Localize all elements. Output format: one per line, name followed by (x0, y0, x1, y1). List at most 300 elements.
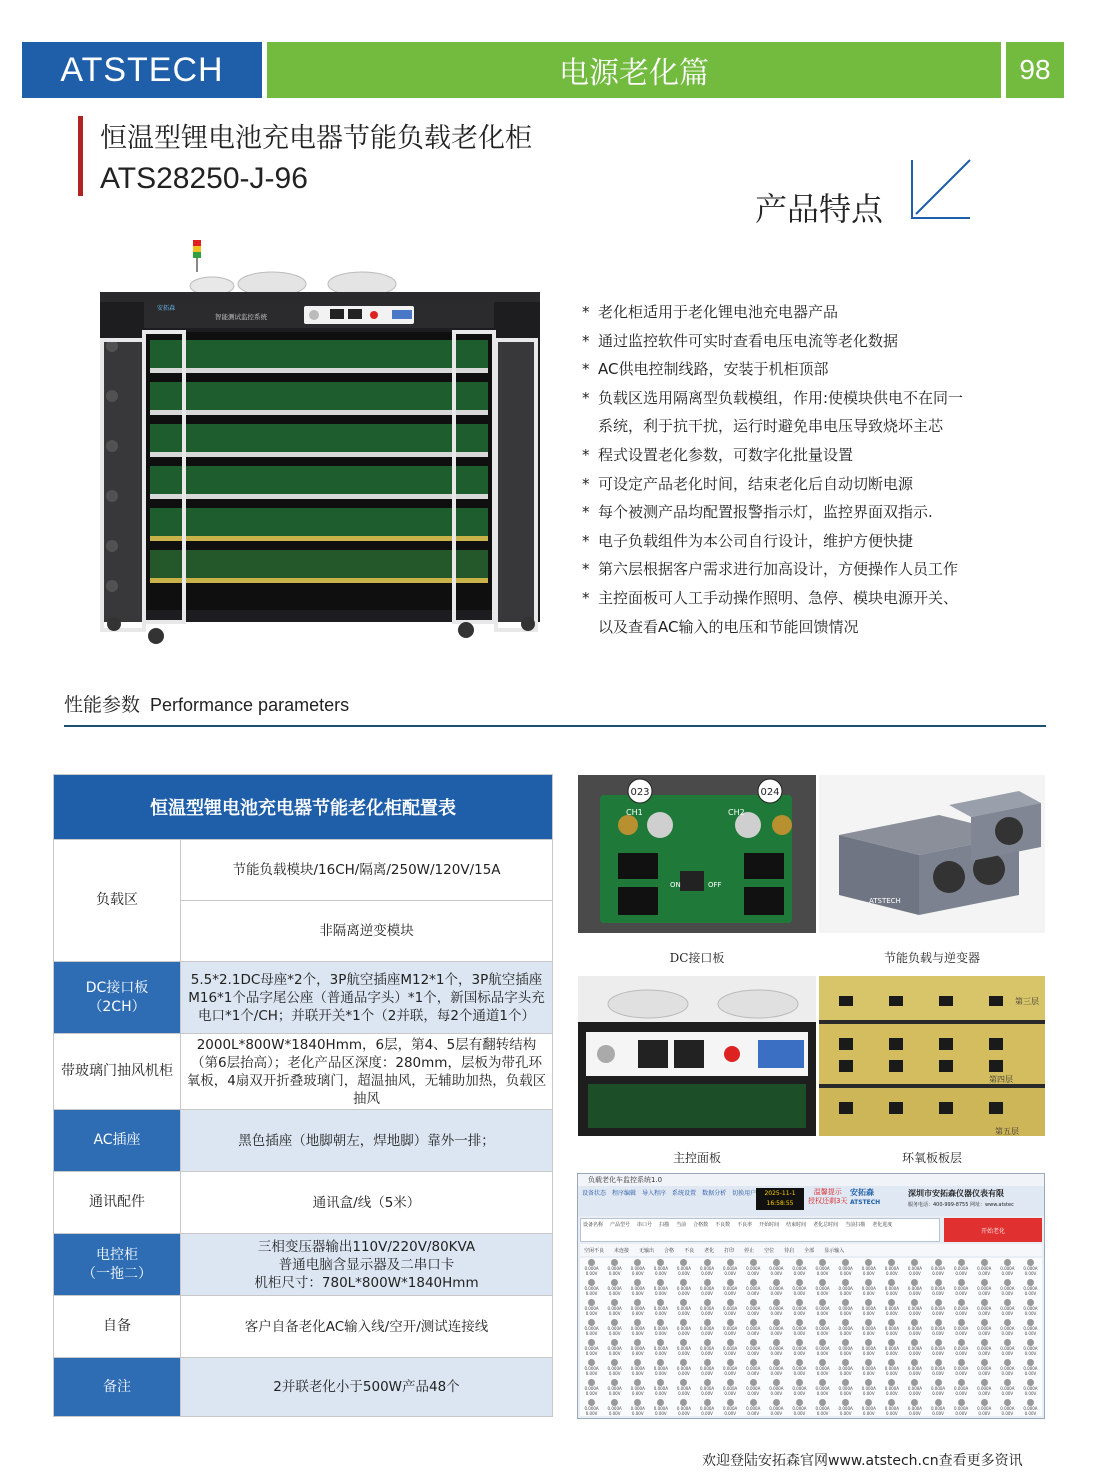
channel-cell[interactable] (765, 1398, 788, 1418)
channel-voltage: 0.00V (678, 1331, 690, 1336)
channel-voltage: 0.00V (631, 1311, 644, 1316)
channel-cell[interactable] (903, 1338, 926, 1358)
channel-cell[interactable] (950, 1398, 973, 1418)
channel-cell[interactable] (811, 1318, 834, 1338)
channel-current: 0.000A (907, 1366, 923, 1371)
channel-cell[interactable] (996, 1258, 1019, 1278)
row-value: 三相变压器输出110V/220V/80KVA 普通电脑含显示器及二串口卡 机柜尺寸：780L*800W*1840Hmm (181, 1234, 552, 1295)
channel-cell[interactable] (696, 1378, 719, 1398)
channel-cell[interactable] (950, 1378, 973, 1398)
channel-cell[interactable] (719, 1378, 742, 1398)
channel-cell[interactable] (765, 1358, 788, 1378)
row-label: 负载区 (54, 840, 181, 961)
channel-cell[interactable] (649, 1298, 672, 1318)
channel-cell[interactable] (811, 1278, 834, 1298)
channel-voltage: 0.00V (747, 1371, 760, 1376)
channel-status-icon (796, 1359, 803, 1366)
channel-cell[interactable] (973, 1358, 996, 1378)
channel-cell[interactable] (811, 1358, 834, 1378)
channel-cell[interactable] (996, 1398, 1019, 1418)
channel-voltage: 0.00V (793, 1371, 806, 1376)
channel-current: 0.000A (930, 1326, 946, 1331)
channel-current: 0.000A (746, 1386, 761, 1391)
channel-voltage: 0.00V (932, 1311, 944, 1316)
channel-voltage: 0.00V (1001, 1391, 1014, 1396)
channel-cell[interactable] (626, 1338, 649, 1358)
channel-cell[interactable] (880, 1258, 903, 1278)
channel-cell[interactable] (834, 1338, 857, 1358)
channel-current: 0.000A (792, 1326, 807, 1331)
channel-voltage: 0.00V (724, 1351, 736, 1356)
channel-cell[interactable] (973, 1298, 996, 1318)
channel-cell[interactable] (649, 1258, 672, 1278)
channel-cell[interactable] (696, 1318, 719, 1338)
channel-cell[interactable] (603, 1278, 626, 1298)
channel-voltage: 0.00V (770, 1271, 783, 1276)
channel-cell[interactable] (788, 1338, 811, 1358)
channel-cell[interactable] (834, 1318, 857, 1338)
channel-cell[interactable] (580, 1278, 603, 1298)
channel-cell[interactable] (672, 1278, 695, 1298)
channel-status-icon (680, 1339, 687, 1346)
channel-cell[interactable] (765, 1318, 788, 1338)
channel-cell[interactable] (603, 1378, 626, 1398)
channel-cell[interactable] (672, 1338, 695, 1358)
channel-voltage: 0.00V (978, 1291, 991, 1296)
channel-current: 0.000A (630, 1386, 645, 1391)
channel-cell[interactable] (788, 1258, 811, 1278)
channel-status-icon (888, 1379, 895, 1386)
channel-voltage: 0.00V (909, 1371, 921, 1376)
channel-cell[interactable] (649, 1378, 672, 1398)
channel-cell[interactable] (834, 1398, 857, 1418)
channel-current: 0.000A (861, 1286, 876, 1291)
channel-cell[interactable] (973, 1338, 996, 1358)
channel-cell[interactable] (603, 1358, 626, 1378)
channel-status-icon (657, 1319, 664, 1326)
channel-cell[interactable] (580, 1398, 603, 1418)
channel-current: 0.000A (723, 1366, 738, 1371)
channel-cell[interactable] (719, 1278, 742, 1298)
channel-status-icon (865, 1379, 872, 1386)
channel-current: 0.000A (884, 1406, 899, 1411)
channel-status-icon (704, 1359, 711, 1366)
channel-cell[interactable] (742, 1378, 765, 1398)
channel-cell[interactable] (834, 1358, 857, 1378)
channel-voltage: 0.00V (886, 1271, 898, 1276)
channel-status-icon (704, 1379, 711, 1386)
channel-cell[interactable] (788, 1298, 811, 1318)
channel-voltage: 0.00V (909, 1391, 921, 1396)
channel-current: 0.000A (884, 1286, 899, 1291)
channel-cell[interactable] (834, 1378, 857, 1398)
channel-cell[interactable] (857, 1278, 880, 1298)
channel-current: 0.000A (699, 1286, 715, 1291)
channel-voltage: 0.00V (955, 1331, 967, 1336)
channel-cell[interactable] (672, 1398, 695, 1418)
channel-status-icon (588, 1359, 595, 1366)
channel-voltage: 0.00V (770, 1391, 783, 1396)
row-value: 节能负载模块/16CH/隔离/250W/120V/15A (181, 840, 552, 901)
channel-status-icon (634, 1279, 641, 1286)
channel-cell[interactable] (996, 1358, 1019, 1378)
channel-cell[interactable] (950, 1278, 973, 1298)
channel-cell[interactable] (950, 1298, 973, 1318)
channel-cell[interactable] (996, 1298, 1019, 1318)
channel-voltage: 0.00V (978, 1411, 991, 1416)
channel-voltage: 0.00V (839, 1311, 852, 1316)
toolbar-item[interactable]: 程序编辑 (612, 1190, 637, 1197)
channel-cell[interactable] (719, 1318, 742, 1338)
channel-voltage: 0.00V (1001, 1291, 1014, 1296)
channel-cell[interactable] (927, 1398, 950, 1418)
channel-voltage: 0.00V (1001, 1371, 1014, 1376)
channel-voltage: 0.00V (932, 1291, 944, 1296)
software-logo: 安拓森 ATSTECH (850, 1188, 881, 1206)
channel-cell[interactable] (857, 1258, 880, 1278)
channel-cell[interactable] (811, 1258, 834, 1278)
channel-cell[interactable] (742, 1398, 765, 1418)
channel-status-icon (727, 1319, 734, 1326)
channel-cell[interactable] (1019, 1338, 1042, 1358)
channel-cell[interactable] (880, 1278, 903, 1298)
toolbar-item[interactable]: 设备状态 (582, 1190, 607, 1197)
channel-voltage: 0.00V (793, 1271, 806, 1276)
channel-cell[interactable] (672, 1298, 695, 1318)
channel-current: 0.000A (977, 1306, 992, 1311)
channel-cell[interactable] (857, 1378, 880, 1398)
channel-cell[interactable] (1019, 1318, 1042, 1338)
channel-cell[interactable] (765, 1378, 788, 1398)
channel-cell[interactable] (903, 1278, 926, 1298)
channel-current: 0.000A (630, 1406, 645, 1411)
channel-voltage: 0.00V (655, 1391, 667, 1396)
channel-current: 0.000A (769, 1286, 784, 1291)
channel-cell[interactable] (580, 1358, 603, 1378)
channel-current: 0.000A (676, 1366, 692, 1371)
channel-cell[interactable] (765, 1258, 788, 1278)
channel-cell[interactable] (626, 1318, 649, 1338)
channel-voltage: 0.00V (955, 1311, 967, 1316)
channel-voltage: 0.00V (886, 1411, 898, 1416)
row-label: 备注 (54, 1358, 181, 1416)
channel-cell[interactable] (857, 1398, 880, 1418)
channel-cell[interactable] (649, 1338, 672, 1358)
channel-cell[interactable] (626, 1398, 649, 1418)
channel-cell[interactable] (788, 1398, 811, 1418)
channel-cell[interactable] (765, 1338, 788, 1358)
inverter-brand: ATSTECH (869, 897, 901, 905)
channel-status-icon (1027, 1399, 1034, 1406)
cabinet-photo (92, 236, 552, 656)
channel-cell[interactable] (696, 1258, 719, 1278)
channel-current: 0.000A (699, 1326, 715, 1331)
channel-cell[interactable] (672, 1258, 695, 1278)
channel-cell[interactable] (857, 1358, 880, 1378)
window-title: 负载老化车监控系统1.0 (578, 1174, 1044, 1186)
channel-voltage: 0.00V (631, 1351, 644, 1356)
channel-cell[interactable] (1019, 1258, 1042, 1278)
channel-cell[interactable] (649, 1398, 672, 1418)
channel-cell[interactable] (649, 1318, 672, 1338)
channel-cell[interactable] (880, 1318, 903, 1338)
channel-current: 0.000A (838, 1286, 853, 1291)
channel-cell[interactable] (973, 1318, 996, 1338)
channel-cell[interactable] (719, 1258, 742, 1278)
hotline: 服务电话：400-999-8755 网址：www.atstec (908, 1202, 1014, 1208)
row-value: 2并联老化小于500W产品48个 (181, 1358, 552, 1416)
channel-status-icon (981, 1339, 988, 1346)
channel-current: 0.000A (884, 1306, 899, 1311)
channel-status-icon (704, 1259, 711, 1266)
channel-cell[interactable] (580, 1298, 603, 1318)
table-row (54, 1233, 552, 1295)
channel-current: 0.000A (1023, 1326, 1038, 1331)
channel-cell[interactable] (1019, 1358, 1042, 1378)
channel-cell[interactable] (834, 1258, 857, 1278)
channel-status-icon (958, 1359, 965, 1366)
channel-voltage: 0.00V (770, 1371, 783, 1376)
channel-cell[interactable] (1019, 1398, 1042, 1418)
channel-current: 0.000A (584, 1286, 599, 1291)
monitoring-software-screenshot (577, 1173, 1045, 1419)
channel-voltage: 0.00V (886, 1391, 898, 1396)
channel-current: 0.000A (676, 1406, 692, 1411)
channel-cell[interactable] (880, 1398, 903, 1418)
table-row (54, 839, 552, 961)
channel-current: 0.000A (1000, 1386, 1015, 1391)
channel-cell[interactable] (996, 1378, 1019, 1398)
channel-current: 0.000A (792, 1406, 807, 1411)
channel-cell[interactable] (580, 1258, 603, 1278)
title-accent-bar (78, 116, 83, 196)
channel-cell[interactable] (626, 1258, 649, 1278)
channel-voltage: 0.00V (886, 1291, 898, 1296)
channel-cell[interactable] (880, 1298, 903, 1318)
channel-current: 0.000A (792, 1346, 807, 1351)
channel-current: 0.000A (884, 1366, 899, 1371)
channel-current: 0.000A (954, 1286, 969, 1291)
channel-cell[interactable] (742, 1338, 765, 1358)
channel-voltage: 0.00V (978, 1391, 991, 1396)
channel-status-icon (935, 1279, 942, 1286)
channel-cell[interactable] (903, 1318, 926, 1338)
channel-cell[interactable] (950, 1318, 973, 1338)
channel-cell[interactable] (903, 1298, 926, 1318)
channel-cell[interactable] (927, 1338, 950, 1358)
channel-current: 0.000A (653, 1346, 668, 1351)
toolbar (582, 1188, 756, 1197)
off-label: OFF (708, 881, 722, 889)
channel-voltage: 0.00V (724, 1391, 736, 1396)
channel-cell[interactable] (626, 1298, 649, 1318)
channel-cell[interactable] (903, 1358, 926, 1378)
channel-cell[interactable] (719, 1338, 742, 1358)
channel-cell[interactable] (626, 1358, 649, 1378)
channel-voltage: 0.00V (770, 1331, 783, 1336)
channel-cell[interactable] (996, 1318, 1019, 1338)
channel-cell[interactable] (696, 1278, 719, 1298)
channel-cell[interactable] (742, 1358, 765, 1378)
channel-cell[interactable] (649, 1358, 672, 1378)
channel-cell[interactable] (950, 1358, 973, 1378)
channel-voltage: 0.00V (631, 1271, 644, 1276)
channel-cell[interactable] (1019, 1378, 1042, 1398)
channel-voltage: 0.00V (655, 1411, 667, 1416)
channel-current: 0.000A (815, 1386, 830, 1391)
channel-cell[interactable] (672, 1358, 695, 1378)
channel-current: 0.000A (630, 1346, 645, 1351)
channel-cell[interactable] (903, 1258, 926, 1278)
channel-cell[interactable] (927, 1358, 950, 1378)
channel-status-icon (704, 1339, 711, 1346)
channel-status-icon (657, 1259, 664, 1266)
channel-cell[interactable] (672, 1318, 695, 1338)
channel-cell[interactable] (719, 1398, 742, 1418)
channel-cell[interactable] (927, 1278, 950, 1298)
channel-cell[interactable] (1019, 1278, 1042, 1298)
channel-cell[interactable] (857, 1298, 880, 1318)
channel-cell[interactable] (973, 1398, 996, 1418)
channel-cell[interactable] (973, 1258, 996, 1278)
channel-cell[interactable] (950, 1258, 973, 1278)
channel-cell[interactable] (996, 1278, 1019, 1298)
channel-current: 0.000A (907, 1326, 923, 1331)
channel-cell[interactable] (719, 1298, 742, 1318)
toolbar-item[interactable]: 导入程序 (642, 1190, 667, 1197)
channel-cell[interactable] (742, 1298, 765, 1318)
channel-status-icon (704, 1399, 711, 1406)
channel-status-icon (750, 1259, 757, 1266)
channel-cell[interactable] (811, 1378, 834, 1398)
channel-current: 0.000A (653, 1386, 668, 1391)
channel-cell[interactable] (788, 1318, 811, 1338)
product-model: ATS28250-J-96 (100, 162, 308, 195)
channel-cell[interactable] (788, 1378, 811, 1398)
channel-cell[interactable] (603, 1338, 626, 1358)
feature-item: * 负载区选用隔离型负载模组，作用:使模块供电不在同一 (582, 388, 964, 407)
channel-status-icon (865, 1319, 872, 1326)
channel-cell[interactable] (603, 1398, 626, 1418)
channel-cell[interactable] (696, 1358, 719, 1378)
channel-cell[interactable] (626, 1278, 649, 1298)
channel-current: 0.000A (1023, 1366, 1038, 1371)
channel-cell[interactable] (672, 1378, 695, 1398)
table-row (54, 1171, 552, 1233)
channel-cell[interactable] (811, 1338, 834, 1358)
channel-cell[interactable] (603, 1318, 626, 1338)
table-row (54, 1109, 552, 1171)
toolbar-item[interactable]: 数据分析 (702, 1190, 727, 1197)
channel-cell[interactable] (857, 1318, 880, 1338)
channel-cell[interactable] (811, 1398, 834, 1418)
channel-cell[interactable] (603, 1258, 626, 1278)
channel-cell[interactable] (719, 1358, 742, 1378)
channel-cell[interactable] (580, 1338, 603, 1358)
channel-voltage: 0.00V (655, 1331, 667, 1336)
channel-cell[interactable] (742, 1278, 765, 1298)
channel-cell[interactable] (765, 1298, 788, 1318)
channel-voltage: 0.00V (701, 1371, 713, 1376)
channel-cell[interactable] (696, 1398, 719, 1418)
channel-current: 0.000A (954, 1326, 969, 1331)
channel-cell[interactable] (950, 1338, 973, 1358)
channel-cell[interactable] (880, 1378, 903, 1398)
channel-current: 0.000A (838, 1326, 853, 1331)
channel-voltage: 0.00V (608, 1311, 621, 1316)
channel-voltage: 0.00V (608, 1351, 621, 1356)
channel-cell[interactable] (811, 1298, 834, 1318)
channel-cell[interactable] (603, 1298, 626, 1318)
channel-voltage: 0.00V (978, 1311, 991, 1316)
channel-cell[interactable] (927, 1298, 950, 1318)
channel-cell[interactable] (788, 1358, 811, 1378)
channel-cell[interactable] (626, 1378, 649, 1398)
channel-current: 0.000A (607, 1306, 622, 1311)
channel-current: 0.000A (884, 1386, 899, 1391)
channel-cell[interactable] (857, 1338, 880, 1358)
channel-cell[interactable] (696, 1298, 719, 1318)
channel-cell[interactable] (834, 1298, 857, 1318)
channel-current: 0.000A (930, 1366, 946, 1371)
channel-cell[interactable] (580, 1378, 603, 1398)
channel-cell[interactable] (742, 1318, 765, 1338)
row-value: 5.5*2.1DC母座*2个，3P航空插座M12*1个，3P航空插座M16*1个品字尾公座（普通品字头）*1个，新国标品字头充电口*1个/CH；并联开关*1个（2并联，每2个通道1个） (181, 962, 552, 1033)
channel-cell[interactable] (880, 1338, 903, 1358)
channel-cell[interactable] (696, 1338, 719, 1358)
channel-voltage: 0.00V (793, 1331, 806, 1336)
toolbar-item[interactable]: 切换用户 (732, 1190, 757, 1197)
channel-cell[interactable] (580, 1318, 603, 1338)
layer-label: 第五层 (995, 1127, 1019, 1136)
toolbar-item[interactable]: 系统设置 (672, 1190, 697, 1197)
channel-current: 0.000A (653, 1366, 668, 1371)
channel-current: 0.000A (723, 1346, 738, 1351)
channel-cell[interactable] (973, 1278, 996, 1298)
channel-cell[interactable] (973, 1378, 996, 1398)
channel-voltage: 0.00V (1024, 1271, 1037, 1276)
channel-voltage: 0.00V (655, 1351, 667, 1356)
channel-cell[interactable] (880, 1358, 903, 1378)
channel-cell[interactable] (765, 1278, 788, 1298)
channel-cell[interactable] (742, 1258, 765, 1278)
channel-cell[interactable] (927, 1378, 950, 1398)
channel-voltage: 0.00V (655, 1311, 667, 1316)
channel-cell[interactable] (927, 1258, 950, 1278)
channel-status-icon (981, 1319, 988, 1326)
channel-status-icon (796, 1299, 803, 1306)
channel-cell[interactable] (1019, 1298, 1042, 1318)
config-table-title: 恒温型锂电池充电器节能老化柜配置表 (54, 775, 552, 839)
channel-status-icon (727, 1379, 734, 1386)
epoxy-board-caption: 环氧板板层 (901, 1151, 962, 1165)
channel-current: 0.000A (815, 1306, 830, 1311)
channel-voltage: 0.00V (909, 1271, 921, 1276)
channel-current: 0.000A (792, 1306, 807, 1311)
channel-cell[interactable] (903, 1378, 926, 1398)
channel-cell[interactable] (903, 1398, 926, 1418)
channel-status-icon (657, 1359, 664, 1366)
channel-cell[interactable] (927, 1318, 950, 1338)
channel-cell[interactable] (996, 1338, 1019, 1358)
channel-voltage: 0.00V (1024, 1331, 1037, 1336)
channel-voltage: 0.00V (886, 1371, 898, 1376)
channel-cell[interactable] (834, 1278, 857, 1298)
channel-cell[interactable] (649, 1278, 672, 1298)
channel-current: 0.000A (676, 1286, 692, 1291)
start-aging-button[interactable]: 开始老化 (944, 1218, 1042, 1242)
channel-cell[interactable] (788, 1278, 811, 1298)
